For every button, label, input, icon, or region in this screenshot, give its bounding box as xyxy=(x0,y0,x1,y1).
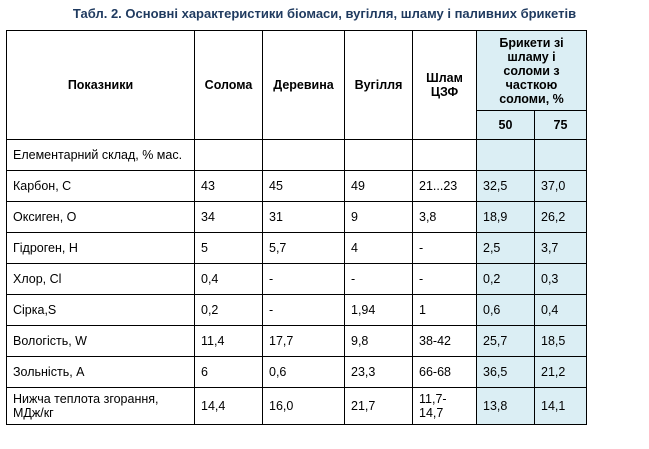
table-cell: 21,2 xyxy=(535,357,587,388)
header-straw: Солома xyxy=(195,31,263,140)
table-cell: 66-68 xyxy=(413,357,477,388)
characteristics-table xyxy=(6,30,587,425)
table-cell: 5,7 xyxy=(263,233,345,264)
row-label: Сірка,S xyxy=(7,295,195,326)
row-label: Карбон, С xyxy=(7,171,195,202)
table-cell: 4 xyxy=(345,233,413,264)
table-cell: 34 xyxy=(195,202,263,233)
table-cell: 0,2 xyxy=(195,295,263,326)
table-cell: 43 xyxy=(195,171,263,202)
table-cell: 1 xyxy=(413,295,477,326)
table-cell: 0,4 xyxy=(535,295,587,326)
table-cell: 16,0 xyxy=(263,388,345,425)
table-caption: Табл. 2. Основні характеристики біомаси, вугілля, шламу і паливних брикетів xyxy=(72,6,577,21)
header-sludge: Шлам ЦЗФ xyxy=(413,31,477,140)
table-cell: 26,2 xyxy=(535,202,587,233)
table-cell: 25,7 xyxy=(477,326,535,357)
table-cell: 5 xyxy=(195,233,263,264)
table-cell: 38-42 xyxy=(413,326,477,357)
header-wood: Деревина xyxy=(263,31,345,140)
table-row xyxy=(7,233,587,264)
row-label: Зольність, А xyxy=(7,357,195,388)
table-cell: 6 xyxy=(195,357,263,388)
header-row xyxy=(7,31,587,111)
header-briquettes: Брикети зі шламу і соломи з часткою соломи, % xyxy=(477,31,587,111)
row-label: Гідроген, Н xyxy=(7,233,195,264)
table-cell: 0,4 xyxy=(195,264,263,295)
header-coal: Вугілля xyxy=(345,31,413,140)
table-cell: 9,8 xyxy=(345,326,413,357)
table-cell: 1,94 xyxy=(345,295,413,326)
table-row xyxy=(7,388,587,425)
table-cell: 18,5 xyxy=(535,326,587,357)
row-label: Вологість, W xyxy=(7,326,195,357)
table-cell: 37,0 xyxy=(535,171,587,202)
table-cell: - xyxy=(263,264,345,295)
table-cell xyxy=(195,140,263,171)
table-cell: 31 xyxy=(263,202,345,233)
table-cell xyxy=(477,140,535,171)
table-cell: - xyxy=(345,264,413,295)
header-indicators: Показники xyxy=(7,31,195,140)
table-cell: 17,7 xyxy=(263,326,345,357)
table-cell: - xyxy=(413,264,477,295)
table-cell: 11,4 xyxy=(195,326,263,357)
table-row xyxy=(7,202,587,233)
table-cell: 0,6 xyxy=(477,295,535,326)
table-cell: 3,8 xyxy=(413,202,477,233)
table-cell: 11,7-14,7 xyxy=(413,388,477,425)
table-row xyxy=(7,264,587,295)
table-cell: 0,6 xyxy=(263,357,345,388)
row-label: Хлор, Cl xyxy=(7,264,195,295)
table-cell xyxy=(413,140,477,171)
table-cell: 21,7 xyxy=(345,388,413,425)
table-body xyxy=(7,140,587,425)
table-row xyxy=(7,357,587,388)
table-cell xyxy=(345,140,413,171)
table-cell: 14,1 xyxy=(535,388,587,425)
header-share-75: 75 xyxy=(535,111,587,140)
table-cell: - xyxy=(413,233,477,264)
table-cell: 36,5 xyxy=(477,357,535,388)
table-cell: 2,5 xyxy=(477,233,535,264)
table-cell: 49 xyxy=(345,171,413,202)
table-cell: - xyxy=(263,295,345,326)
table-row xyxy=(7,326,587,357)
table-cell xyxy=(263,140,345,171)
table-cell: 14,4 xyxy=(195,388,263,425)
table-row xyxy=(7,171,587,202)
table-cell: 18,9 xyxy=(477,202,535,233)
header-share-50: 50 xyxy=(477,111,535,140)
table-cell: 21...23 xyxy=(413,171,477,202)
table-cell: 13,8 xyxy=(477,388,535,425)
table-cell: 0,2 xyxy=(477,264,535,295)
table-cell: 32,5 xyxy=(477,171,535,202)
table-cell: 3,7 xyxy=(535,233,587,264)
row-label: Нижча теплота згорання, МДж/кг xyxy=(7,388,195,425)
table-row xyxy=(7,295,587,326)
table-cell: 45 xyxy=(263,171,345,202)
table-cell xyxy=(535,140,587,171)
table-cell: 23,3 xyxy=(345,357,413,388)
table-cell: 9 xyxy=(345,202,413,233)
table-row xyxy=(7,140,587,171)
row-label: Оксиген, О xyxy=(7,202,195,233)
row-label: Елементарний склад, % мас. xyxy=(7,140,195,171)
table-cell: 0,3 xyxy=(535,264,587,295)
